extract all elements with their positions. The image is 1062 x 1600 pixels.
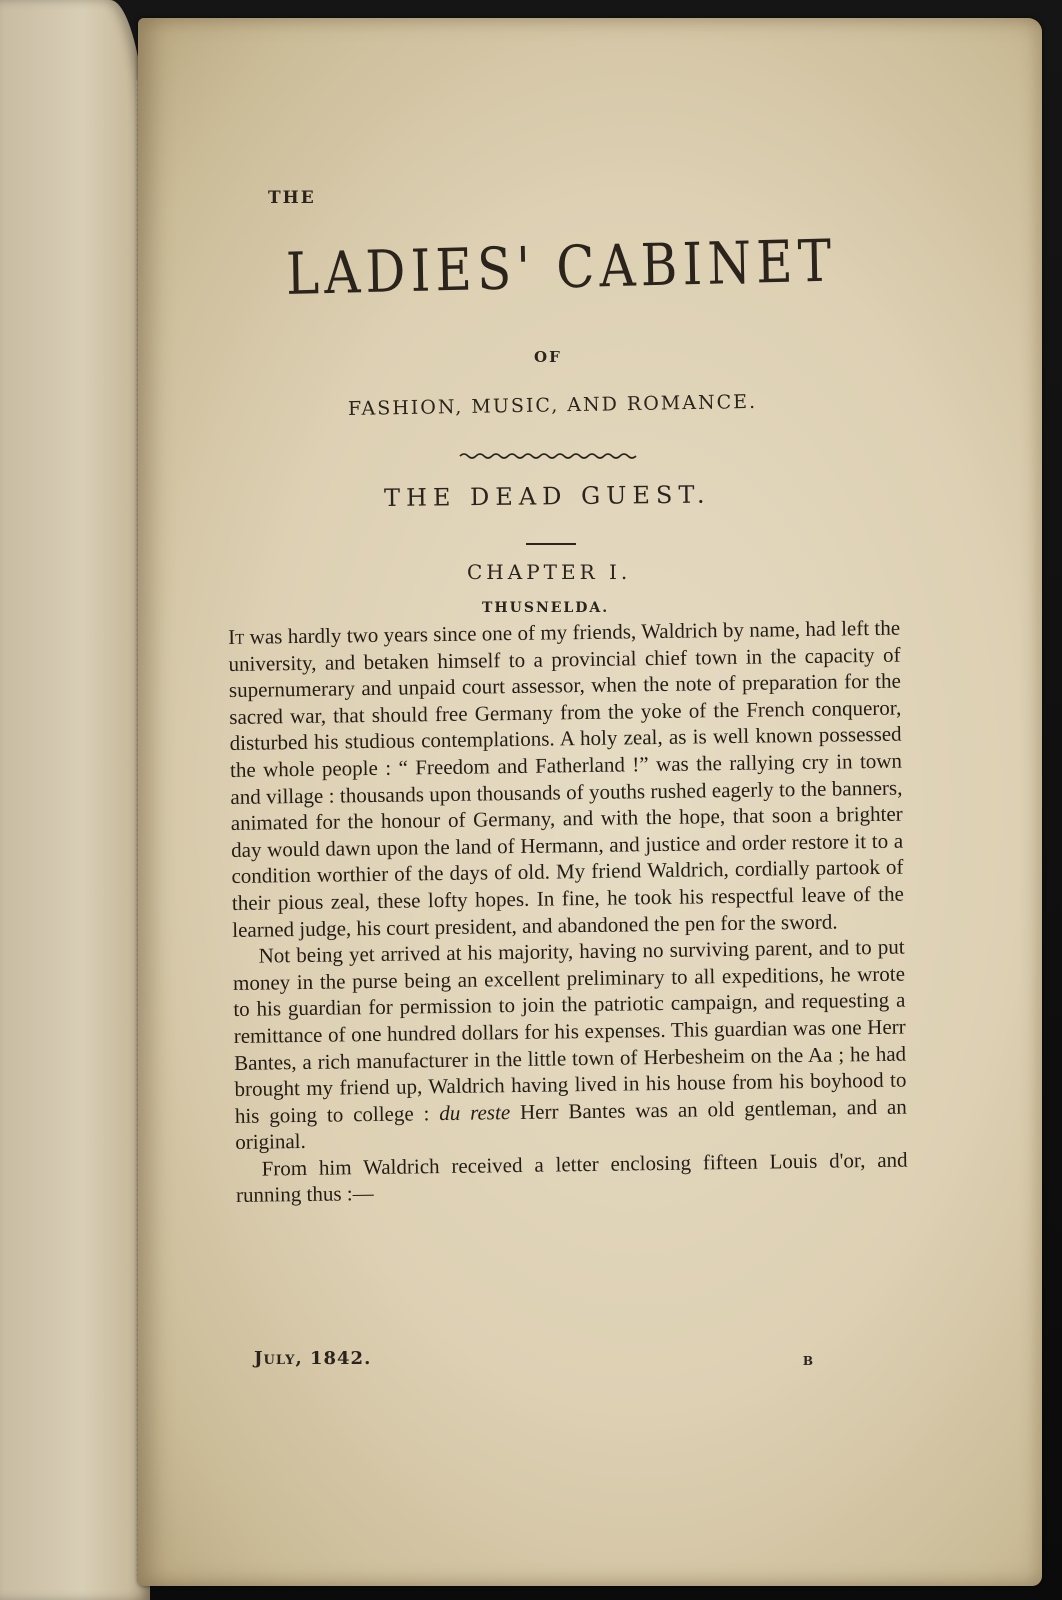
issue-date: July, 1842. — [254, 1348, 372, 1369]
paragraph-1-text: was hardly two years since one of my friends, Waldrich by name, had left the university, and betaken himself to a provincial chief town in the capacity of supernumerary and unpaid court assessor, when the note of preparation for the sacred war, that should free Germany from the yoke of the French conqueror, disturbed his studious contemplations. A holy zeal, as is well known possessed the whole people : “ Freedom and Fatherland !” was the rallying cry in town and village : thousands upon thousands of youths rushed eagerly to the banners, animated for the honour of Germany, and with the hope, that soon a brighter day would dawn upon the land of Hermann, and justice and order restore it to a condition worthier of the days of old. My friend Waldrich, cordially partook of their pious zeal, these lofty hopes. In fine, he took his respectful leave of the learned judge, his court president, and abandoned the pen for the sword. — [228, 615, 904, 942]
book-page — [138, 18, 1042, 1586]
page-content — [138, 18, 1042, 1586]
masthead-the: THE — [268, 188, 316, 208]
facing-page-edge — [0, 0, 150, 1600]
signature-mark: B — [802, 1354, 814, 1368]
masthead-title: LADIES' CABINET — [285, 226, 837, 308]
body-text — [228, 615, 908, 1209]
wavy-rule-ornament — [458, 450, 638, 462]
paragraph-2-italic: du reste — [439, 1099, 511, 1125]
paragraph-2-text-a: Not being yet arrived at his majority, having no surviving parent, and to put money in the purse being an excellent preliminary to all expeditions, he wrote to his guardian for permission to join the patriotic campaign, and requesting a remittance of one hundred dollars for his expenses. This guardian was one Herr Bantes, a rich manufacturer in the little town of Herbesheim on the Aa ; he had brought my friend up, Waldrich having lived in his house from his boyhood to his going to college : — [232, 934, 907, 1128]
page-footer — [254, 1348, 814, 1369]
section-rule — [526, 543, 576, 545]
chapter-title: THUSNELDA. — [482, 600, 610, 616]
masthead-subtitle: FASHION, MUSIC, AND ROMANCE. — [347, 390, 758, 420]
masthead-of: OF — [534, 348, 562, 366]
paragraph-2-text-b: Herr Bantes was an old gentleman, and an original. — [235, 1094, 907, 1155]
chapter-heading: CHAPTER I. — [467, 560, 632, 584]
drop-word: It — [228, 624, 245, 649]
paragraph-2 — [232, 934, 907, 1156]
story-title: THE DEAD GUEST. — [383, 480, 711, 512]
paragraph-3: From him Waldrich received a letter enclosing fifteen Louis d'or, and running thus :— — [235, 1147, 908, 1208]
paragraph-1 — [228, 615, 904, 943]
